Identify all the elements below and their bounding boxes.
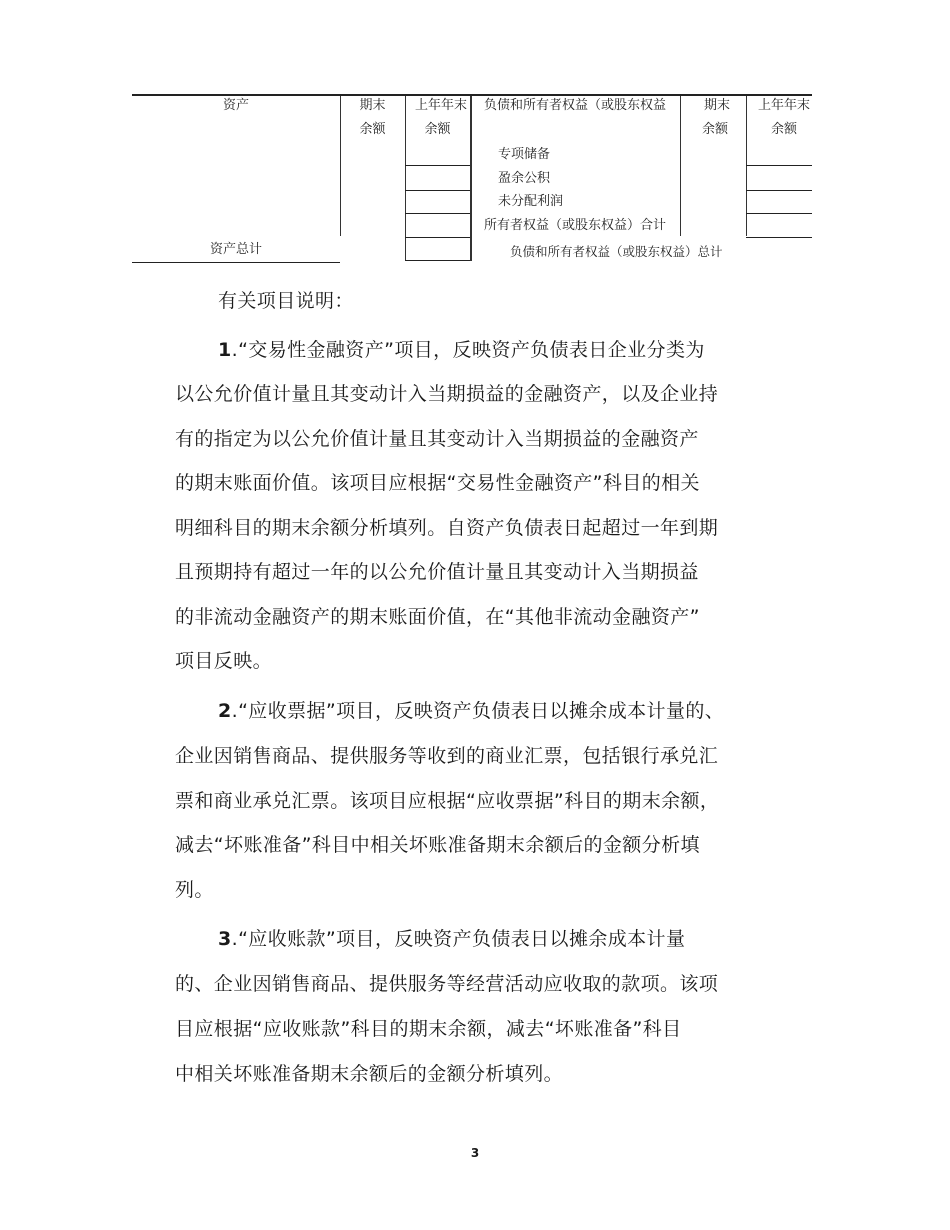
row-rule [746, 237, 812, 238]
item-1-line: 且预期持有超过一年的以公允价值计量且其变动计入当期损益 [175, 561, 699, 583]
header-assets: 资产 [222, 98, 249, 113]
table-bottom-rule [132, 262, 340, 263]
item-1-line: 项目反映。 [175, 650, 273, 672]
row-rule [405, 190, 470, 191]
header-period-end-right: 余额 [701, 122, 728, 137]
item-2-line: 企业因销售商品、提供服务等收到的商业汇票，包括银行承兑汇 [175, 745, 719, 767]
row-label-special-reserve: 专项储备 [498, 147, 551, 162]
item-1-line: 以公允价值计量且其变动计入当期损益的金融资产，以及企业持 [175, 383, 719, 405]
item-3-line: 3.“应收账款”项目，反映资产负债表日以摊余成本计量 [218, 928, 686, 950]
item-number: 1 [218, 339, 232, 361]
header-prior-year-end-right: 余额 [770, 122, 797, 137]
item-3-line: 目应根据“应收账款”科目的期末余额，减去“坏账准备”科目 [175, 1018, 682, 1040]
total-assets-label: 资产总计 [209, 242, 262, 257]
item-1-line: 有的指定为以公允价值计量且其变动计入当期损益的金融资产 [175, 428, 699, 450]
row-label-retained-earnings: 未分配利润 [498, 194, 564, 209]
item-3-line: 的、企业因销售商品、提供服务等经营活动应收取的款项。该项 [175, 973, 719, 995]
row-rule [405, 213, 470, 214]
col-divider [340, 96, 341, 236]
item-1-line: 的非流动金融资产的期末账面价值，在“其他非流动金融资产” [175, 606, 700, 628]
col-divider [470, 96, 472, 261]
total-liabilities-equity-label: 负债和所有者权益（或股东权益）总计 [510, 244, 723, 259]
item-3-line: 中相关坏账准备期末余额后的金额分析填列。 [175, 1063, 564, 1085]
header-liabilities-equity: 负债和所有者权益（或股东权益 [484, 98, 667, 113]
intro-heading: 有关项目说明： [218, 290, 354, 312]
col-divider [680, 96, 681, 236]
header-period-end: 期末 [359, 98, 386, 113]
header-period-end: 余额 [359, 122, 386, 137]
row-rule [746, 213, 812, 214]
item-2-line: 2.“应收票据”项目，反映资产负债表日以摊余成本计量的、 [218, 700, 725, 722]
item-1-line: 1.“交易性金融资产”项目，反映资产负债表日企业分类为 [218, 339, 705, 361]
row-label-surplus-reserve: 盈余公积 [498, 171, 551, 186]
header-prior-year-end-right: 上年年末 [757, 98, 810, 113]
row-rule [746, 165, 812, 166]
item-number: 3 [218, 928, 232, 950]
row-rule [746, 190, 812, 191]
page-number: 3 [470, 1146, 480, 1160]
item-2-line: 票和商业承兑汇票。该项目应根据“应收票据”科目的期末余额， [175, 790, 720, 812]
item-2-line: 列。 [175, 879, 214, 901]
item-2-line: 减去“坏账准备”科目中相关坏账准备期末余额后的金额分析填 [175, 834, 700, 856]
table-top-rule [132, 94, 812, 96]
header-prior-year-end: 余额 [424, 122, 451, 137]
row-label-total-equity: 所有者权益（或股东权益）合计 [484, 218, 667, 233]
row-rule [405, 260, 470, 261]
header-prior-year-end: 上年年末 [414, 98, 467, 113]
item-1-line: 明细科目的期末余额分析填列。自资产负债表日起超过一年到期 [175, 517, 719, 539]
row-rule [405, 165, 470, 166]
item-1-line: 的期末账面价值。该项目应根据“交易性金融资产”科目的相关 [175, 472, 700, 494]
balance-sheet-table [0, 0, 950, 280]
item-number: 2 [218, 700, 232, 722]
row-rule [405, 237, 470, 238]
header-period-end-right: 期末 [704, 98, 731, 113]
